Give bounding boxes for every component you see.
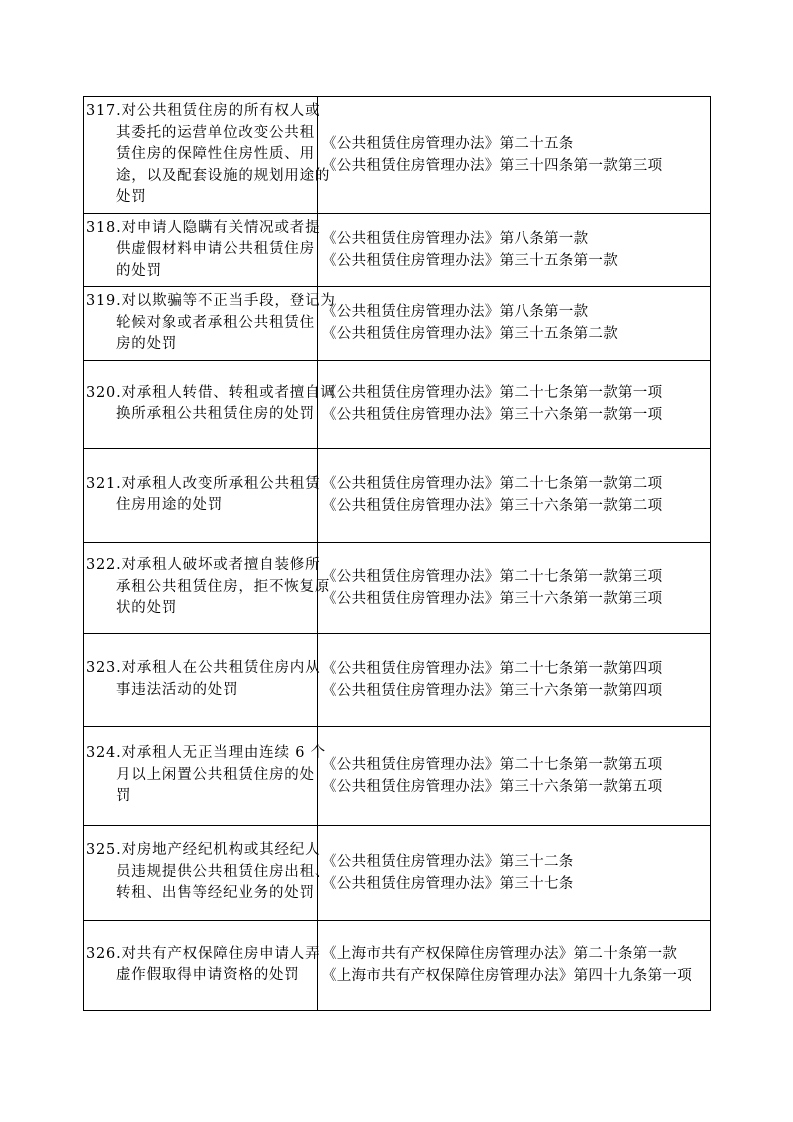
item-text: 323.对承租人在公共租赁住房内从 — [86, 660, 321, 676]
item-cell — [84, 448, 321, 542]
item-cell — [84, 825, 331, 920]
table-row — [84, 542, 711, 633]
basis-cell — [318, 920, 711, 1010]
item-text: 虚作假取得申请资格的处罚 — [116, 967, 300, 983]
item-text: 赁住房的保障性住房性质、用 — [116, 146, 315, 162]
item-text: 罚 — [116, 788, 132, 805]
basis-text: 《公共租赁住房管理办法》第二十七条第一款第三项 — [322, 568, 663, 585]
basis-text: 《公共租赁住房管理办法》第二十七条第一款第一项 — [322, 385, 663, 401]
basis-cell — [318, 448, 711, 542]
table-row — [84, 825, 711, 920]
table-row — [84, 920, 711, 1010]
basis-text: 《公共租赁住房管理办法》第三十四条第一款第三项 — [322, 157, 663, 174]
basis-text: 《公共租赁住房管理办法》第二十七条第一款第四项 — [322, 660, 663, 677]
basis-cell — [318, 97, 711, 214]
basis-text: 《公共租赁住房管理办法》第三十六条第一款第三项 — [322, 590, 663, 607]
item-text: 其委托的运营单位改变公共租 — [116, 124, 315, 141]
item-text: 的处罚 — [116, 262, 162, 279]
item-text: 324.对承租人无正当理由连续 6 个 — [86, 745, 326, 762]
item-text: 换所承租公共租赁住房的处罚 — [116, 406, 315, 422]
item-cell — [84, 97, 331, 214]
basis-cell — [318, 213, 711, 287]
item-cell — [84, 542, 331, 633]
basis-text: 《公共租赁住房管理办法》第八条第一款 — [322, 304, 589, 321]
basis-text: 《公共租赁住房管理办法》第三十六条第一款第二项 — [322, 498, 663, 514]
item-text: 轮候对象或者承租公共租赁住 — [116, 314, 315, 331]
item-text: 月以上闲置公共租赁住房的处 — [116, 766, 315, 783]
item-cell — [84, 360, 336, 448]
item-cell — [84, 633, 321, 726]
item-cell — [84, 287, 336, 361]
basis-text: 《公共租赁住房管理办法》第三十六条第一款第五项 — [322, 778, 663, 795]
item-text: 326.对共有产权保障住房申请人弄 — [86, 945, 321, 962]
item-text: 事违法活动的处罚 — [116, 681, 239, 698]
item-text: 319.对以欺骗等不正当手段，登记为 — [86, 293, 336, 309]
item-text: 转租、出售等经纪业务的处罚 — [116, 885, 315, 902]
item-text: 321.对承租人改变所承租公共租赁 — [86, 475, 321, 492]
basis-text: 《公共租赁住房管理办法》第三十七条 — [322, 875, 574, 892]
basis-cell — [318, 825, 711, 920]
item-cell — [84, 213, 321, 287]
item-text: 318.对申请人隐瞒有关情况或者提 — [86, 219, 321, 236]
item-text: 状的处罚 — [116, 600, 178, 617]
item-text: 317.对公共租赁住房的所有权人或 — [86, 103, 321, 119]
basis-text: 《公共租赁住房管理办法》第三十五条第二款 — [322, 326, 618, 343]
basis-cell — [318, 633, 711, 726]
table-row — [84, 633, 711, 726]
basis-text: 《公共租赁住房管理办法》第二十七条第一款第五项 — [322, 756, 663, 773]
basis-cell — [318, 542, 711, 633]
item-text: 320.对承租人转借、转租或者擅自调 — [86, 384, 336, 401]
basis-text: 《公共租赁住房管理办法》第三十五条第一款 — [322, 252, 618, 269]
table-row — [84, 360, 711, 448]
item-cell — [84, 920, 321, 1010]
basis-cell — [318, 287, 711, 361]
item-text: 承租公共租赁住房，拒不恢复原 — [116, 578, 331, 595]
item-text: 途，以及配套设施的规划用途的 — [116, 167, 331, 184]
basis-text: 《上海市共有产权保障住房管理办法》第四十九条第一项 — [322, 968, 692, 984]
basis-text: 《上海市共有产权保障住房管理办法》第二十条第一款 — [322, 946, 678, 962]
basis-text: 《公共租赁住房管理办法》第二十五条 — [322, 135, 574, 152]
basis-text: 《公共租赁住房管理办法》第三十六条第一款第四项 — [322, 682, 663, 699]
item-text: 322.对承租人破坏或者擅自装修所 — [86, 557, 321, 574]
table-row — [84, 287, 711, 361]
item-text: 住房用途的处罚 — [116, 497, 224, 513]
basis-text: 《公共租赁住房管理办法》第二十七条第一款第二项 — [322, 476, 663, 492]
item-cell — [84, 726, 326, 825]
basis-cell — [318, 726, 711, 825]
regulation-table — [83, 96, 711, 1011]
item-text: 房的处罚 — [116, 336, 178, 352]
table-row — [84, 213, 711, 287]
basis-text: 《公共租赁住房管理办法》第三十二条 — [322, 853, 574, 870]
basis-cell — [318, 360, 711, 448]
basis-text: 《公共租赁住房管理办法》第三十六条第一款第一项 — [322, 407, 663, 423]
table-row — [84, 448, 711, 542]
table-row — [84, 726, 711, 825]
item-text: 325.对房地产经纪机构或其经纪人 — [86, 842, 321, 859]
item-text: 供虚假材料申请公共租赁住房 — [116, 241, 315, 257]
item-text: 员违规提供公共租赁住房出租、 — [116, 863, 331, 880]
basis-text: 《公共租赁住房管理办法》第八条第一款 — [322, 230, 589, 247]
item-text: 处罚 — [116, 189, 147, 205]
table-row — [84, 97, 711, 214]
